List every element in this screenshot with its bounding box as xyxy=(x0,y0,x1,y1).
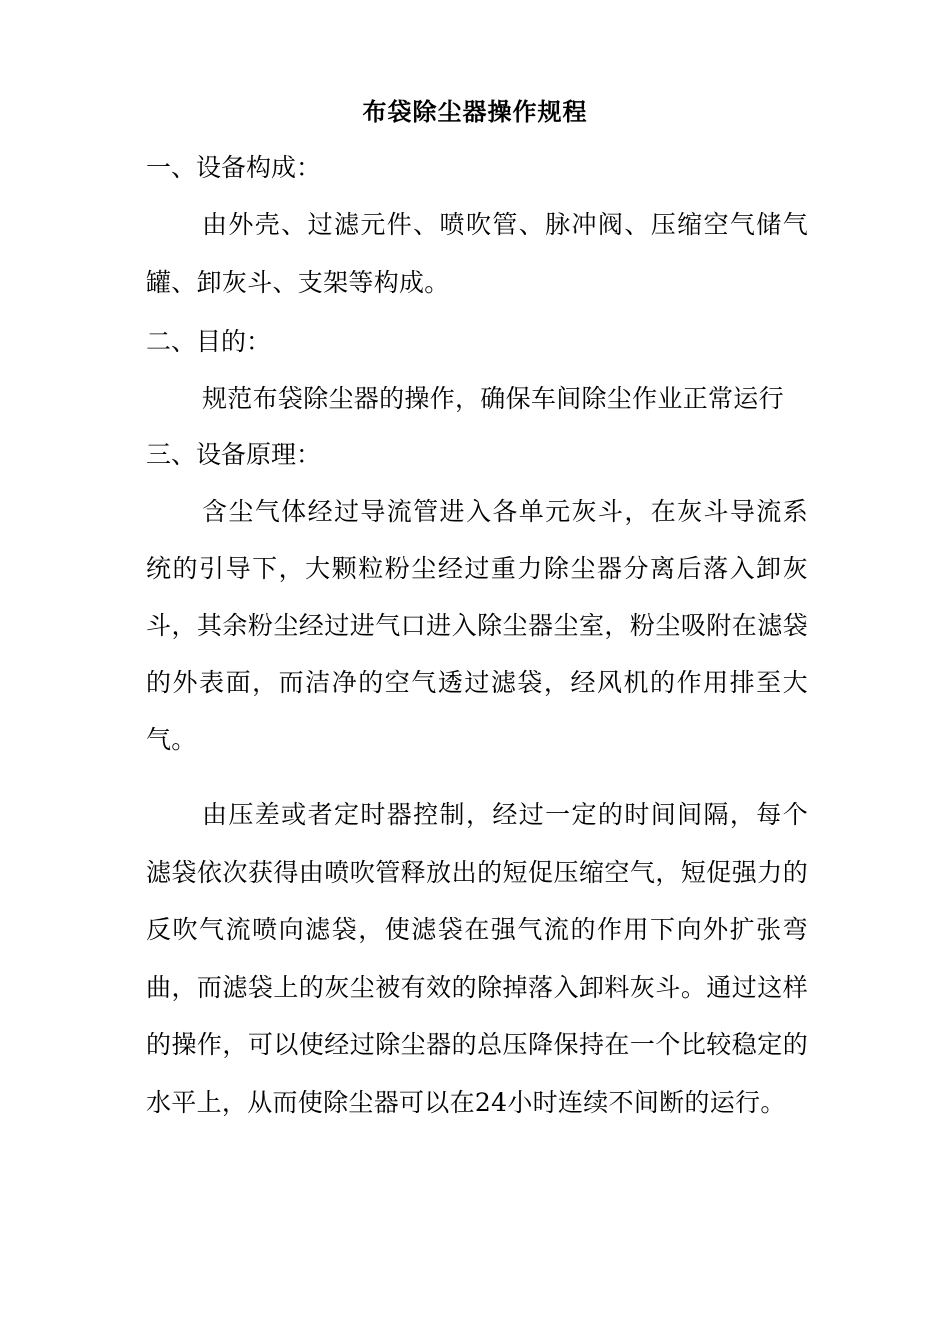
section-paragraph-principle-1: 含尘气体经过导流管进入各单元灰斗，在灰斗导流系统的引导下，大颗粒粉尘经过重力除尘器分离后落入卸灰斗，其余粉尘经过进气口进入除尘器尘室，粉尘吸附在滤袋的外表面，而洁净的空气透过滤袋，经风机的作用排至大气。 xyxy=(146,497,808,754)
section-heading-principle: 三、设备原理： xyxy=(146,440,322,469)
section-paragraph-composition: 由外壳、过滤元件、喷吹管、脉冲阀、压缩空气储气罐、卸灰斗、支架等构成。 xyxy=(146,210,808,297)
section-paragraph-purpose: 规范布袋除尘器的操作，确保车间除尘作业正常运行 xyxy=(202,384,784,413)
document-title: 布袋除尘器操作规程 xyxy=(362,97,588,126)
section-heading-composition: 一、设备构成： xyxy=(146,153,322,182)
section-heading-purpose: 二、目的： xyxy=(146,327,272,356)
section-paragraph-principle-2: 由压差或者定时器控制，经过一定的时间间隔，每个滤袋依次获得由喷吹管释放出的短促压缩空气，短促强力的反吹气流喷向滤袋，使滤袋在强气流的作用下向外扩张弯曲，而滤袋上的灰尘被有效的除掉落入卸料灰斗。通过这样的操作，可以使经过除尘器的总压降保持在一个比较稳定的水平上，从而使除尘器可以在24小时连续不间断的运行。 xyxy=(146,800,808,1117)
